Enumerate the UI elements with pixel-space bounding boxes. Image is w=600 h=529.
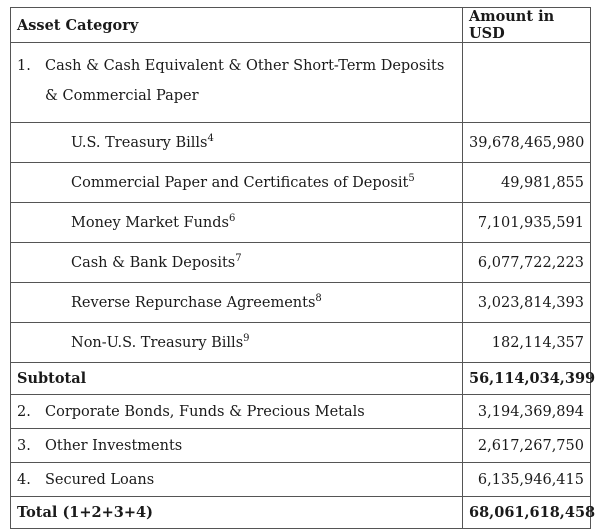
item-label: Cash & Bank Deposits (71, 254, 236, 271)
item-label: Non-U.S. Treasury Bills (71, 334, 244, 351)
category-amount: 3,194,369,894 (463, 395, 591, 429)
category-cell (11, 429, 463, 463)
category-amount: 2,617,267,750 (463, 429, 591, 463)
header-row (11, 8, 591, 43)
subtotal-label: Subtotal (11, 363, 463, 395)
category-number: 2. (17, 403, 31, 420)
item-label: Commercial Paper and Certificates of Deposit (71, 174, 409, 191)
table-row (11, 163, 591, 203)
item-label-cell (11, 163, 463, 203)
footnote-ref: 9 (243, 332, 250, 344)
item-amount: 3,023,814,393 (463, 283, 591, 323)
section-1-label: Cash & Cash Equivalent & Other Short-Term Deposits & Commercial Paper (45, 58, 445, 104)
item-amount: 39,678,465,980 (463, 123, 591, 163)
category-label: Other Investments (45, 437, 183, 454)
category-number: 3. (17, 437, 31, 454)
section-1-number: 1. (17, 58, 31, 74)
category-cell (11, 463, 463, 497)
section-1-cell (11, 43, 463, 123)
header-category: Asset Category (11, 8, 463, 43)
section-1-amount (463, 43, 591, 123)
total-amount: 68,061,618,458 (463, 497, 591, 529)
category-number: 4. (17, 471, 31, 488)
total-label: Total (1+2+3+4) (11, 497, 463, 529)
category-label: Secured Loans (45, 471, 155, 488)
item-amount: 6,077,722,223 (463, 243, 591, 283)
section-1-row (11, 43, 591, 123)
item-label-cell (11, 243, 463, 283)
footnote-ref: 7 (235, 252, 242, 264)
subtotal-amount: 56,114,034,399 (463, 363, 591, 395)
table-row (11, 429, 591, 463)
table-row (11, 203, 591, 243)
category-label: Corporate Bonds, Funds & Precious Metals (45, 403, 365, 420)
item-label: U.S. Treasury Bills (71, 134, 208, 151)
footnote-ref: 5 (408, 172, 415, 184)
footnote-ref: 6 (229, 212, 236, 224)
table-row (11, 323, 591, 363)
table-row (11, 243, 591, 283)
table-row (11, 283, 591, 323)
category-amount: 6,135,946,415 (463, 463, 591, 497)
total-row (11, 497, 591, 529)
item-amount: 182,114,357 (463, 323, 591, 363)
item-label-cell (11, 203, 463, 243)
table-row (11, 123, 591, 163)
item-label-cell (11, 123, 463, 163)
table-row (11, 463, 591, 497)
category-cell (11, 395, 463, 429)
footnote-ref: 4 (207, 132, 214, 144)
item-label-cell (11, 283, 463, 323)
asset-table (10, 7, 596, 529)
item-amount: 49,981,855 (463, 163, 591, 203)
item-label-cell (11, 323, 463, 363)
table-row (11, 395, 591, 429)
header-amount: Amount in USD (463, 8, 591, 43)
subtotal-row (11, 363, 591, 395)
item-amount: 7,101,935,591 (463, 203, 591, 243)
item-label: Reverse Repurchase Agreements (71, 294, 316, 311)
footnote-ref: 8 (315, 292, 322, 304)
item-label: Money Market Funds (71, 214, 229, 231)
